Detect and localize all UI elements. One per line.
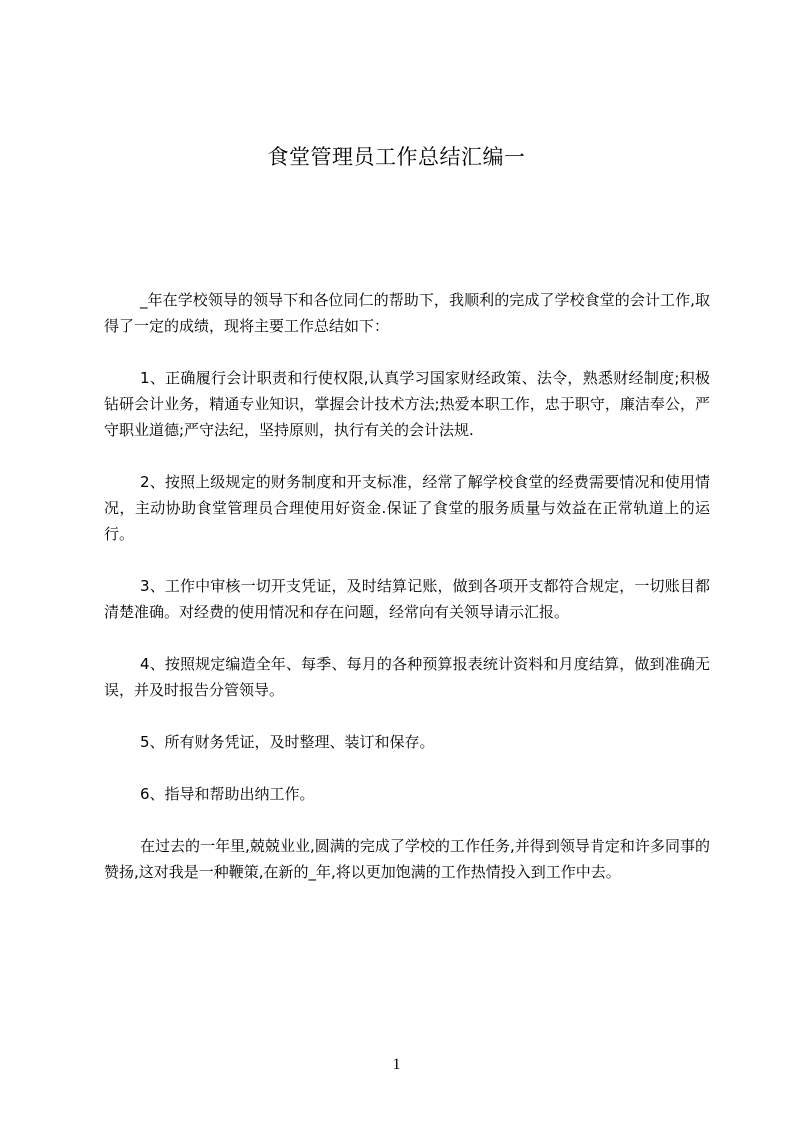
document-body <box>104 287 710 885</box>
page-number: 1 <box>392 1056 401 1073</box>
paragraph-item-3: 3、工作中审核一切开支凭证，及时结算记账，做到各项开支都符合规定，一切账目都清楚准确。对经费的使用情况和存在问题，经常向有关领导请示汇报。 <box>104 577 710 621</box>
page-title: 食堂管理员工作总结汇编一 <box>267 145 526 169</box>
paragraph-conclusion: 在过去的一年里,兢兢业业,圆满的完成了学校的工作任务,并得到领导肯定和许多同事的赞扬,这对我是一种鞭策,在新的_年,将以更加饱满的工作热情投入到工作中去。 <box>104 837 710 881</box>
paragraph-intro: _年在学校领导的领导下和各位同仁的帮助下，我顺利的完成了学校食堂的会计工作,取得了一定的成绩，现将主要工作总结如下： <box>104 291 710 335</box>
paragraph-item-4: 4、按照规定编造全年、每季、每月的各种预算报表统计资料和月度结算，做到准确无误，并及时报告分管领导。 <box>104 655 710 699</box>
paragraph-item-5: 5、所有财务凭证，及时整理、装订和保存。 <box>140 733 435 751</box>
paragraph-item-6: 6、指导和帮助出纳工作。 <box>140 785 315 803</box>
paragraph-item-1: 1、正确履行会计职责和行使权限,认真学习国家财经政策、法令，熟悉财经制度;积极钻研会计业务，精通专业知识，掌握会计技术方法;热爱本职工作，忠于职守，廉洁奉公，严守职业道德;严守法纪，坚持原则，执行有关的会计法规. <box>104 369 710 439</box>
paragraph-item-2: 2、按照上级规定的财务制度和开支标准，经常了解学校食堂的经费需要情况和使用情况，主动协助食堂管理员合理使用好资金.保证了食堂的服务质量与效益在正常轨道上的运行。 <box>104 473 710 543</box>
